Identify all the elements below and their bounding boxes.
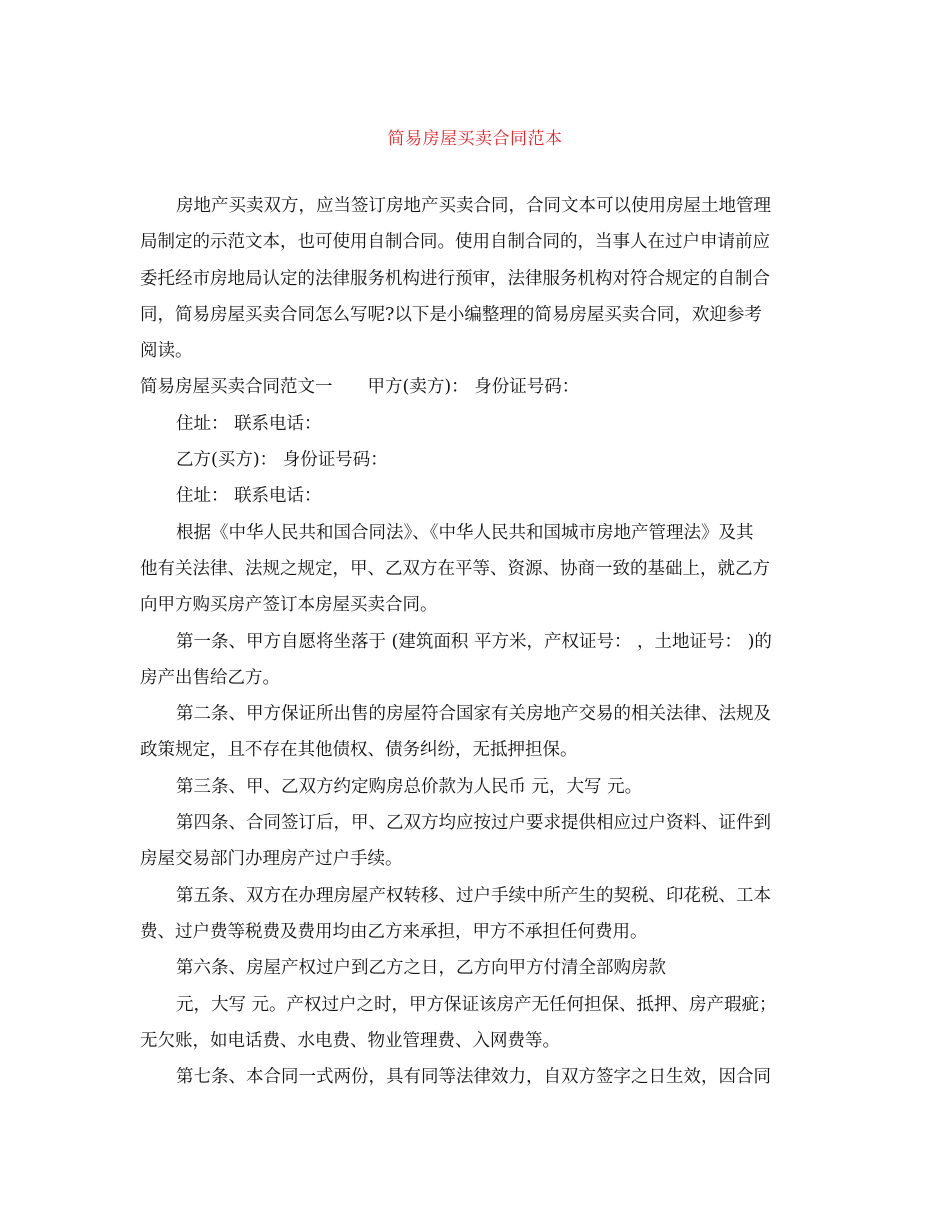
document-line: 住址： 联系电话：	[176, 413, 322, 434]
document-line: 局制定的示范文本，也可使用自制合同。使用自制合同的，当事人在过户申请前应	[140, 232, 770, 253]
document-line: 政策规定，且不存在其他债权、债务纠纷，无抵押担保。	[140, 740, 578, 761]
document-line: 向甲方购买房产签订本房屋买卖合同。	[140, 595, 438, 616]
document-line: 房地产买卖双方，应当签订房地产买卖合同，合同文本可以使用房屋土地管理	[176, 196, 771, 216]
document-line: 元，大写 元。产权过户之时，甲方保证该房产无任何担保、抵押、房产瑕疵；	[176, 994, 777, 1015]
document-line: 根据《中华人民共和国合同法》、《中华人民共和国城市房地产管理法》及其	[176, 522, 754, 543]
document-line: 第一条、甲方自愿将坐落于 (建筑面积 平方米，产权证号： ，土地证号： )的	[176, 631, 772, 652]
document-line: 同，简易房屋买卖合同怎么写呢?以下是小编整理的简易房屋买卖合同，欢迎参考	[140, 304, 762, 325]
document-line: 房屋交易部门办理房产过户手续。	[140, 849, 403, 870]
document-title: 简易房屋买卖合同范本	[387, 129, 563, 149]
document-line: 乙方(买方)： 身份证号码：	[176, 450, 388, 471]
document-line: 无欠账，如电话费、水电费、物业管理费、入网费等。	[140, 1030, 560, 1051]
document-line: 阅读。	[140, 341, 193, 362]
document-body	[140, 188, 810, 1095]
document-line: 简易房屋买卖合同范文一 甲方(卖方)： 身份证号码：	[140, 377, 580, 398]
document-line: 第五条、双方在办理房屋产权转移、过户手续中所产生的契税、印花税、工本	[176, 885, 771, 906]
document-line: 第七条、本合同一式两份，具有同等法律效力，自双方签字之日生效，因合同	[176, 1067, 771, 1088]
document-line: 委托经市房地局认定的法律服务机构进行预审，法律服务机构对符合规定的自制合	[140, 268, 770, 289]
document-line: 第四条、合同签订后，甲、乙双方均应按过户要求提供相应过户资料、证件到	[176, 813, 771, 834]
document-line: 房产出售给乙方。	[140, 667, 280, 688]
document-line: 他有关法律、法规之规定，甲、乙双方在平等、资源、协商一致的基础上，就乙方	[140, 558, 770, 579]
document-line: 住址： 联系电话：	[176, 486, 322, 507]
document-line: 第二条、甲方保证所出售的房屋符合国家有关房地产交易的相关法律、法规及	[176, 704, 771, 725]
document-line: 第三条、甲、乙双方约定购房总价款为人民币 元，大写 元。	[176, 776, 643, 797]
document-line: 费、过户费等税费及费用均由乙方来承担，甲方不承担任何费用。	[140, 921, 648, 942]
document-line: 第六条、房屋产权过户到乙方之日，乙方向甲方付清全部购房款	[176, 958, 666, 979]
